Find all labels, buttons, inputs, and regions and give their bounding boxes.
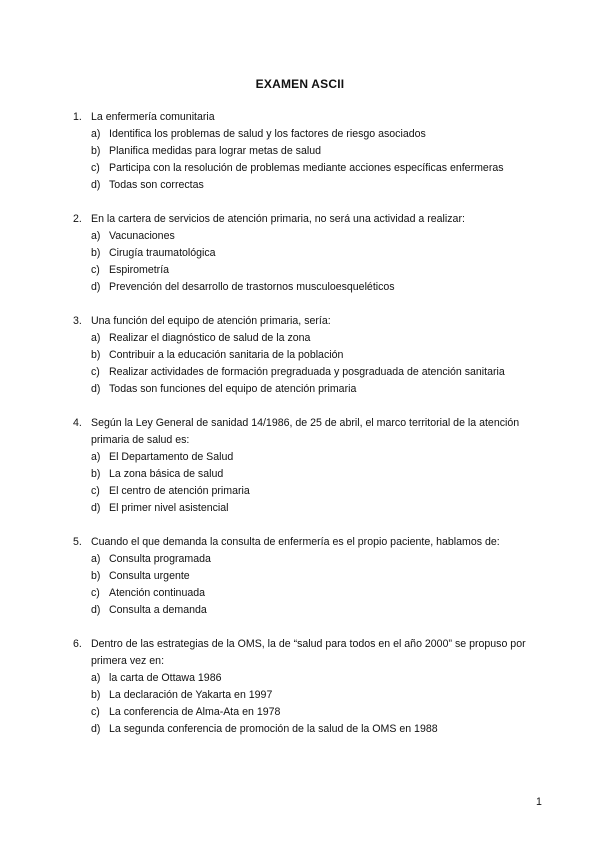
question-number: 4. (73, 417, 82, 429)
option-letter: c) (91, 162, 100, 174)
option-b (91, 687, 543, 704)
option-letter: b) (91, 247, 101, 259)
option-c (91, 364, 543, 381)
option-text: Planifica medidas para lograr metas de salud (109, 145, 321, 157)
option-a (91, 670, 543, 687)
option-text: Realizar el diagnóstico de salud de la zona (109, 332, 311, 344)
option-text: Prevención del desarrollo de trastornos musculoesqueléticos (109, 281, 395, 293)
option-letter: a) (91, 672, 101, 684)
option-b (91, 245, 543, 262)
option-list (73, 449, 543, 517)
option-text: La segunda conferencia de promoción de la salud de la OMS en 1988 (109, 723, 438, 735)
option-letter: b) (91, 689, 101, 701)
option-letter: d) (91, 604, 101, 616)
option-d (91, 279, 543, 296)
question-5 (73, 534, 543, 619)
option-list (73, 126, 543, 194)
option-letter: d) (91, 179, 101, 191)
question-2 (73, 211, 543, 296)
question-text: La enfermería comunitaria (91, 111, 215, 123)
option-list (73, 670, 543, 738)
option-text: Consulta programada (109, 553, 211, 565)
option-letter: a) (91, 128, 101, 140)
option-text: La conferencia de Alma-Ata en 1978 (109, 706, 281, 718)
option-text: La declaración de Yakarta en 1997 (109, 689, 273, 701)
option-text: El primer nivel asistencial (109, 502, 229, 514)
option-letter: a) (91, 230, 101, 242)
question-text: Una función del equipo de atención primaria, sería: (91, 315, 331, 327)
option-text: El centro de atención primaria (109, 485, 250, 497)
option-letter: b) (91, 349, 101, 361)
question-text: Según la Ley General de sanidad 14/1986, de 25 de abril, el marco territorial de la atención primaria de salud es: (91, 417, 520, 446)
option-letter: d) (91, 383, 101, 395)
option-list (73, 228, 543, 296)
option-letter: c) (91, 485, 100, 497)
option-letter: c) (91, 264, 100, 276)
option-text: La zona básica de salud (109, 468, 224, 480)
option-b (91, 568, 543, 585)
option-d (91, 177, 543, 194)
option-letter: b) (91, 570, 101, 582)
option-letter: c) (91, 366, 100, 378)
option-text: Participa con la resolución de problemas mediante acciones específicas enfermeras (109, 162, 504, 174)
option-letter: b) (91, 468, 101, 480)
option-a (91, 449, 543, 466)
option-letter: d) (91, 281, 101, 293)
question-number: 2. (73, 213, 82, 225)
option-a (91, 126, 543, 143)
question-6 (73, 636, 543, 738)
option-letter: c) (91, 706, 100, 718)
option-letter: b) (91, 145, 101, 157)
option-c (91, 585, 543, 602)
option-d (91, 381, 543, 398)
option-text: Contribuir a la educación sanitaria de la población (109, 349, 344, 361)
question-1 (73, 109, 543, 194)
question-text: Dentro de las estrategias de la OMS, la de “salud para todos en el año 2000” se propuso por primera vez en: (91, 638, 526, 667)
option-b (91, 466, 543, 483)
option-b (91, 143, 543, 160)
option-text: Consulta urgente (109, 570, 190, 582)
option-text: Espirometría (109, 264, 170, 276)
option-text: la carta de Ottawa 1986 (109, 672, 222, 684)
option-b (91, 347, 543, 364)
question-number: 3. (73, 315, 82, 327)
option-list (73, 330, 543, 398)
option-c (91, 160, 543, 177)
page-number: 1 (536, 796, 542, 808)
option-text: Cirugía traumatológica (109, 247, 216, 259)
option-text: Todas son correctas (109, 179, 204, 191)
question-text: Cuando el que demanda la consulta de enfermería es el propio paciente, hablamos de: (91, 536, 500, 548)
option-letter: c) (91, 587, 100, 599)
option-c (91, 704, 543, 721)
question-3 (73, 313, 543, 398)
question-list (73, 109, 543, 755)
option-letter: a) (91, 451, 101, 463)
option-text: El Departamento de Salud (109, 451, 234, 463)
option-text: Todas son funciones del equipo de atención primaria (109, 383, 357, 395)
option-c (91, 262, 543, 279)
option-c (91, 483, 543, 500)
option-text: Realizar actividades de formación pregraduada y posgraduada de atención sanitaria (109, 366, 505, 378)
option-list (73, 551, 543, 619)
option-letter: a) (91, 332, 101, 344)
option-a (91, 551, 543, 568)
question-text: En la cartera de servicios de atención primaria, no será una actividad a realizar: (91, 213, 465, 225)
option-letter: d) (91, 723, 101, 735)
option-text: Identifica los problemas de salud y los factores de riesgo asociados (109, 128, 426, 140)
document-title: EXAMEN ASCII (255, 77, 345, 91)
option-a (91, 330, 543, 347)
option-text: Consulta a demanda (109, 604, 207, 616)
option-d (91, 721, 543, 738)
question-number: 5. (73, 536, 82, 548)
option-a (91, 228, 543, 245)
option-text: Vacunaciones (109, 230, 175, 242)
question-4 (73, 415, 543, 517)
option-d (91, 602, 543, 619)
question-number: 6. (73, 638, 82, 650)
option-letter: a) (91, 553, 101, 565)
question-number: 1. (73, 111, 82, 123)
option-d (91, 500, 543, 517)
option-text: Atención continuada (109, 587, 206, 599)
option-letter: d) (91, 502, 101, 514)
